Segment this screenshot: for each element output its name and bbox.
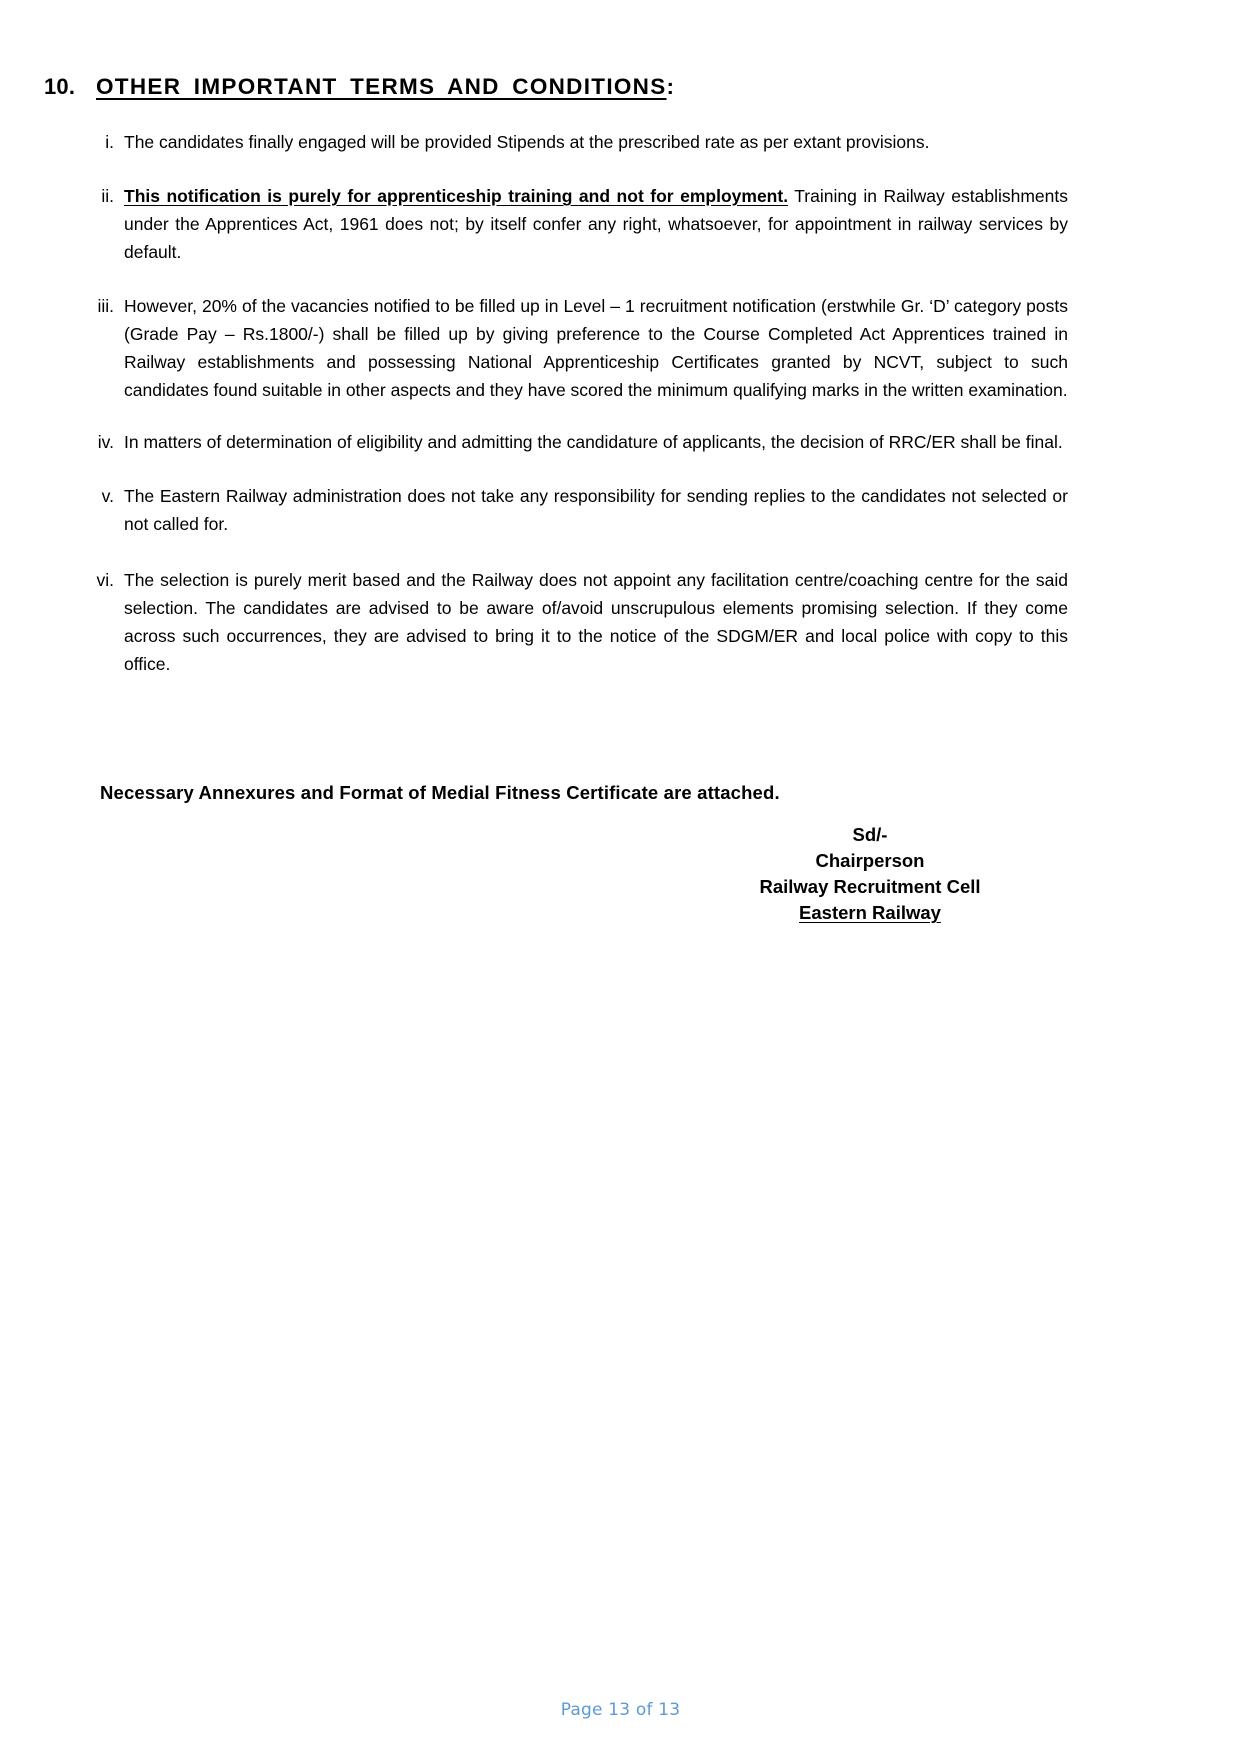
list-item-marker: v. [101,486,114,506]
list-item-emphasis: This notification is purely for apprenticeship training and not for employment. [124,186,789,206]
list-item-marker: i. [105,132,114,152]
list-item-marker: vi. [96,570,114,590]
list-item-body: Training in Railway establishments under the Apprentices Act, 1961 does not; by itself confer any right, whatsoever, for appointment in railway services by default. [124,186,1068,262]
list-item-marker: iii. [97,296,114,316]
list-item-text [124,182,1068,266]
page-title [96,74,675,100]
list-item [88,566,1068,678]
list-item [88,428,1068,456]
signature-zone: Eastern Railway [799,902,941,923]
list-item-text: The Eastern Railway administration does not take any responsibility for sending replies to the candidates not selected or not called for. [124,486,1068,534]
terms-and-conditions-list [88,128,1068,678]
section-title-colon: : [666,74,676,99]
list-item [88,128,1068,156]
list-item-marker: ii. [101,186,114,206]
signature-sd: Sd/- [852,824,888,845]
page-number-label: Page 13 of 13 [560,1700,681,1720]
section-title-text: OTHER IMPORTANT TERMS AND CONDITIONS [96,74,667,99]
list-item [88,182,1068,266]
signature-designation: Chairperson [815,850,925,871]
list-item-text: The candidates finally engaged will be provided Stipends at the prescribed rate as per extant provisions. [124,132,930,152]
signature-block [640,822,1100,926]
list-item [88,292,1068,404]
list-item-text: In matters of determination of eligibility and admitting the candidature of applicants, the decision of RRC/ER shall be final. [124,432,1063,452]
page-footer [0,1665,1241,1755]
signature-office: Railway Recruitment Cell [759,876,981,897]
section-number: 10. [44,74,76,99]
list-item-marker: iv. [97,432,114,452]
list-item-text: However, 20% of the vacancies notified to be filled up in Level – 1 recruitment notification (erstwhile Gr. ‘D’ category posts (Grade Pay – Rs.1800/-) shall be filled up by giving preference to the Course Completed Act Apprentices trained in Railway establishments and possessing National Apprenticeship Certificates granted by NCVT, subject to such candidates found suitable in other aspects and they have scored the minimum qualifying marks in the written examination. [124,296,1068,400]
annexure-note: Necessary Annexures and Format of Medial Fitness Certificate are attached. [100,782,780,803]
list-item-text: The selection is purely merit based and the Railway does not appoint any facilitation centre/coaching centre for the said selection. The candidates are advised to be aware of/avoid unscrupulous elements promising selection. If they come across such occurrences, they are advised to bring it to the notice of the SDGM/ER and local police with copy to this office. [124,570,1068,674]
section-heading [44,74,1181,100]
list-item [88,482,1068,538]
